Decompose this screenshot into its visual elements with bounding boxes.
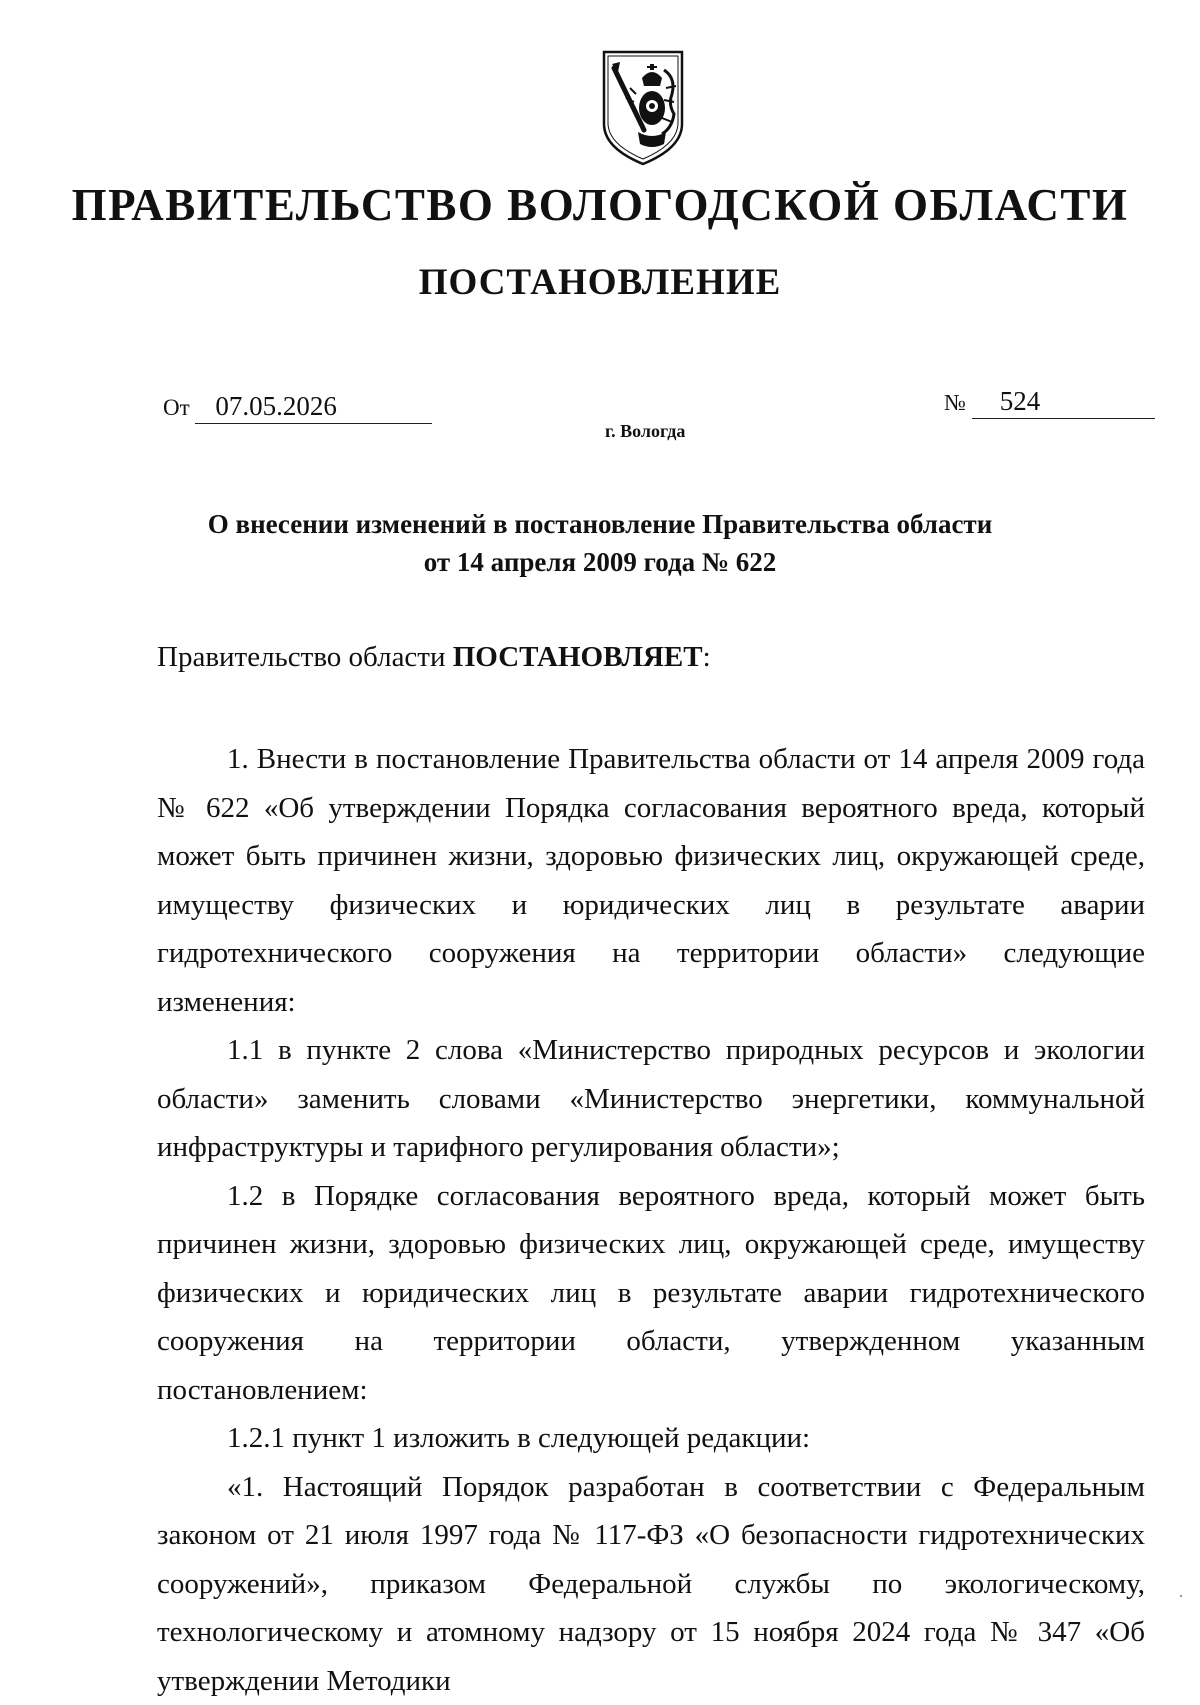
paragraph-quote: «1. Настоящий Порядок разработан в соответствии с Федеральным законом от 21 июля 1997 года № 117-ФЗ «О безопасности гидротехнических сооружений», приказом Федеральной службы по экологическому, технологическому и атомному надзору от 15 ноября 2024 года № 347 «Об утверждении Методики: [157, 1463, 1145, 1705]
number-line: [944, 387, 1155, 419]
paragraph-1-2: 1.2 в Порядке согласования вероятного вреда, который может быть причинен жизни, здоровью физических лиц, окружающей среде, имуществу физических и юридических лиц в результате аварии гидротехнического сооружения на территории области, утвержденном указанным постановлением:: [157, 1172, 1145, 1415]
subject-line-2: от 14 апреля 2009 года № 622: [0, 543, 1200, 581]
subject-line-1: О внесении изменений в постановление Правительства области: [0, 505, 1200, 543]
coat-of-arms-icon: [600, 48, 686, 168]
resolution-intro: [157, 643, 711, 672]
intro-suffix: :: [703, 641, 711, 673]
city: г. Вологда: [605, 422, 685, 440]
document-subject: [0, 505, 1200, 581]
date-line: [163, 392, 432, 424]
document-number: 524: [972, 387, 1155, 419]
number-prefix: №: [944, 390, 966, 415]
intro-emphasis: ПОСТАНОВЛЯЕТ: [453, 641, 703, 673]
paragraph-1-1: 1.1 в пункте 2 слова «Министерство природных ресурсов и экологии области» заменить словами «Министерство энергетики, коммунальной инфраструктуры и тарифного регулирования области»;: [157, 1026, 1145, 1172]
intro-text: Правительство области: [157, 641, 453, 673]
paragraph-1: 1. Внести в постановление Правительства области от 14 апреля 2009 года № 622 «Об утверждении Порядка согласования вероятного вреда, который может быть причинен жизни, здоровью физических лиц, окружающей среде, имуществу физических и юридических лиц в результате аварии гидротехнического сооружения на территории области» следующие изменения:: [157, 735, 1145, 1026]
document-body: [157, 735, 1145, 1705]
government-title: ПРАВИТЕЛЬСТВО ВОЛОГОДСКОЙ ОБЛАСТИ: [0, 183, 1200, 228]
scan-speck: [1180, 1595, 1182, 1597]
document-type: ПОСТАНОВЛЕНИЕ: [0, 264, 1200, 301]
document-date: 07.05.2026: [195, 392, 432, 424]
date-prefix: От: [163, 395, 190, 420]
paragraph-1-2-1: 1.2.1 пункт 1 изложить в следующей редакции:: [157, 1414, 1145, 1463]
